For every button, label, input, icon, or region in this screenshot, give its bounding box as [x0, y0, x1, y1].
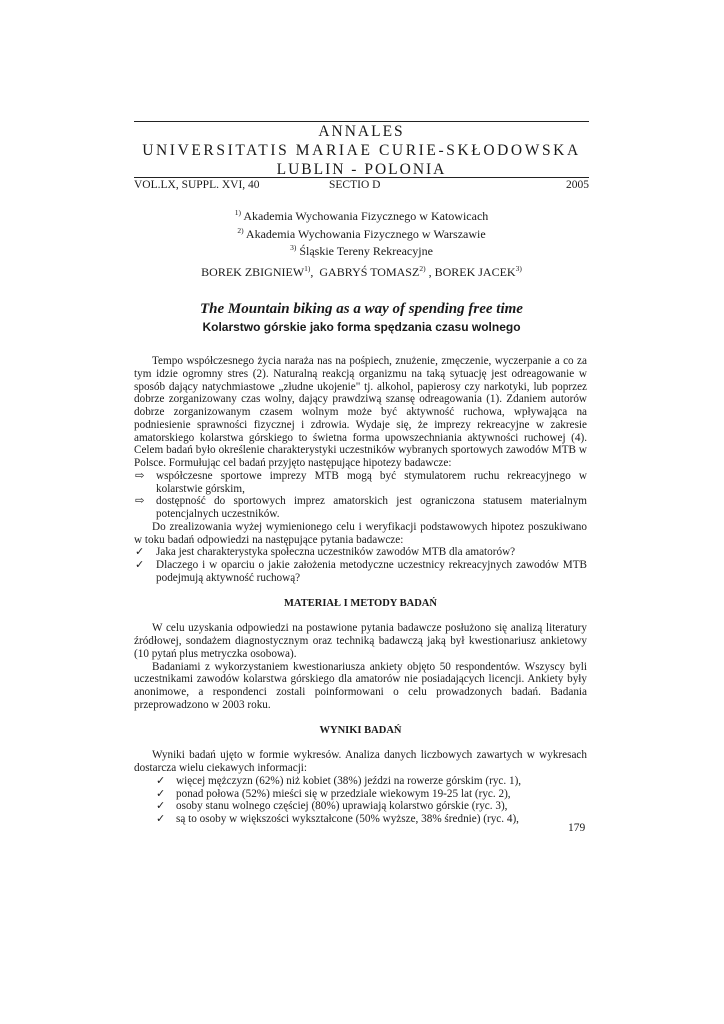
list-item: ⇨ współczesne sportowe imprezy MTB mogą być stymulatorem ruchu rekreacyjnego w kolarstwie górskim, — [135, 469, 587, 495]
list-item: ✓ osoby stanu wolnego częściej (80%) uprawiają kolarstwo górskie (ryc. 3), — [156, 800, 508, 813]
questions-list — [134, 546, 587, 584]
check-bullet-icon: ✓ — [135, 559, 145, 571]
list-item: ✓ Jaka jest charakterystyka społeczna uczestników zawodów MTB dla amatorów? — [135, 546, 516, 559]
check-bullet-icon: ✓ — [156, 787, 166, 800]
results-list — [134, 775, 587, 826]
paper-title-english: The Mountain biking as a way of spending free time — [200, 301, 523, 317]
affiliation-2: $^{2)}$ Akademia Wychowania Fizycznego w Warszawie — [237, 225, 486, 241]
author-list: BOREK ZBIGNIEW$^{1)}$, GABRYŚ TOMASZ$^{2)}$ , BOREK JACEK$^{3)}$ — [201, 264, 522, 279]
affiliations — [134, 206, 589, 259]
journal-name-line3: LUBLIN - POLONIA — [276, 161, 447, 178]
methods-paragraph: Badaniami z wykorzystaniem kwestionariusza ankiety objęto 50 respondentów. Wszyscy byli uczestnikami zawodów kolarstwa górskiego dla amatorów nie posiadających licencji. Ankiety były anonimowe, a respondenci zostali poinformowani o celu prowadzonych badań. Badania przeprowadzono w 2003 roku. — [134, 660, 587, 711]
results-paragraph: Wyniki badań ujęto w formie wykresów. Analiza danych liczbowych zawartych w wykresach dostarcza wielu ciekawych informacji: — [134, 749, 587, 774]
check-bullet-icon: ✓ — [156, 774, 166, 787]
section-info: SECTIO D — [329, 179, 381, 191]
intro-paragraph: Tempo współczesnego życia naraża nas na pośpiech, znużenie, zmęczenie, wyczerpanie a co za tym idzie ogromny stres (2). Naturalną reakcją organizmu na taką sytuację jest odreagowanie w sposób dający natychmiastowe „złudne ukojenie" tj. alkohol, papierosy czy narkotyki, lub poprzez dobrze zorganizowany czas wolny, dający prawdziwą szansę odreagowania (1). Zdaniem autorów dobrze zorganizowanym czasem wolnym może być aktywność ruchowa, wpływająca na podniesienie sprawności fizycznej i zdrowia. Wydaje się, że imprezy rekreacyjne w zakresie amatorskiego kolarstwa górskiego to świetna forma upowszechniania aktywności ruchowej (4). Celem badań było określenie charakterystyki uczestników wybranych sportowych zawodów MTB w Polsce. Formułując cel badań przyjęto następujące hipotezy badawcze: — [134, 355, 587, 469]
arrow-bullet-icon: ⇨ — [135, 495, 145, 508]
paper-title-polish: Kolarstwo górskie jako forma spędzania czasu wolnego — [202, 320, 521, 334]
section-heading-results: WYNIKI BADAŃ — [319, 724, 402, 736]
hypotheses-list — [134, 470, 587, 521]
affiliation-1: $^{1)}$ Akademia Wychowania Fizycznego w Katowicach — [234, 208, 489, 223]
list-item: ⇨ dostępność do sportowych imprez amatorskich jest ograniczona statusem materialnym potencjalnych uczestników. — [135, 495, 587, 520]
methods-paragraph: W celu uzyskania odpowiedzi na postawione pytania badawcze posłużono się analizą literatury źródłowej, sondażem diagnostycznym oraz techniką badawczą jaką był kwestionariusz ankietowy (10 pytań plus metryczka osobowa). — [134, 622, 587, 660]
journal-name-line2: UNIVERSITATIS MARIAE CURIE-SKŁODOWSKA — [142, 142, 581, 159]
year-info: 2005 — [566, 179, 589, 191]
author-name: BOREK JACEK — [434, 265, 516, 279]
author-name: BOREK ZBIGNIEW — [201, 265, 305, 279]
intro-paragraph: Do zrealizowania wyżej wymienionego celu i weryfikacji podstawowych hipotez poszukiwano w toku badań odpowiedzi na następujące pytania badawcze: — [134, 520, 587, 546]
arrow-bullet-icon: ⇨ — [135, 469, 145, 482]
section-heading-methods: MATERIAŁ I METODY BADAŃ — [284, 597, 437, 609]
check-bullet-icon: ✓ — [135, 546, 145, 559]
author-name: GABRYŚ TOMASZ — [319, 265, 420, 279]
list-item: ✓ więcej mężczyzn (62%) niż kobiet (38%) jeździ na rowerze górskim (ryc. 1), — [156, 774, 522, 787]
affiliation-3: $^{3)}$ Śląskie Tereny Rekreacyjne — [290, 243, 433, 258]
article-body — [134, 355, 587, 826]
list-item: ✓ ponad połowa (52%) mieści się w przedziale wiekowym 19-25 lat (ryc. 2), — [156, 787, 511, 800]
list-item: ✓ Dlaczego i w oparciu o jakie założenia metodyczne uczestnicy rekreacyjnych zawodów MTB podejmują aktywność ruchową? — [135, 559, 587, 584]
page-number: 179 — [568, 822, 586, 834]
list-item: ✓ są to osoby w większości wykształcone (50% wyższe, 38% średnie) (ryc. 4), — [156, 813, 519, 825]
volume-info: VOL.LX, SUPPL. XVI, 40 — [134, 179, 260, 191]
journal-name-line1: ANNALES — [318, 123, 405, 140]
check-bullet-icon: ✓ — [156, 813, 166, 825]
check-bullet-icon: ✓ — [156, 800, 166, 813]
